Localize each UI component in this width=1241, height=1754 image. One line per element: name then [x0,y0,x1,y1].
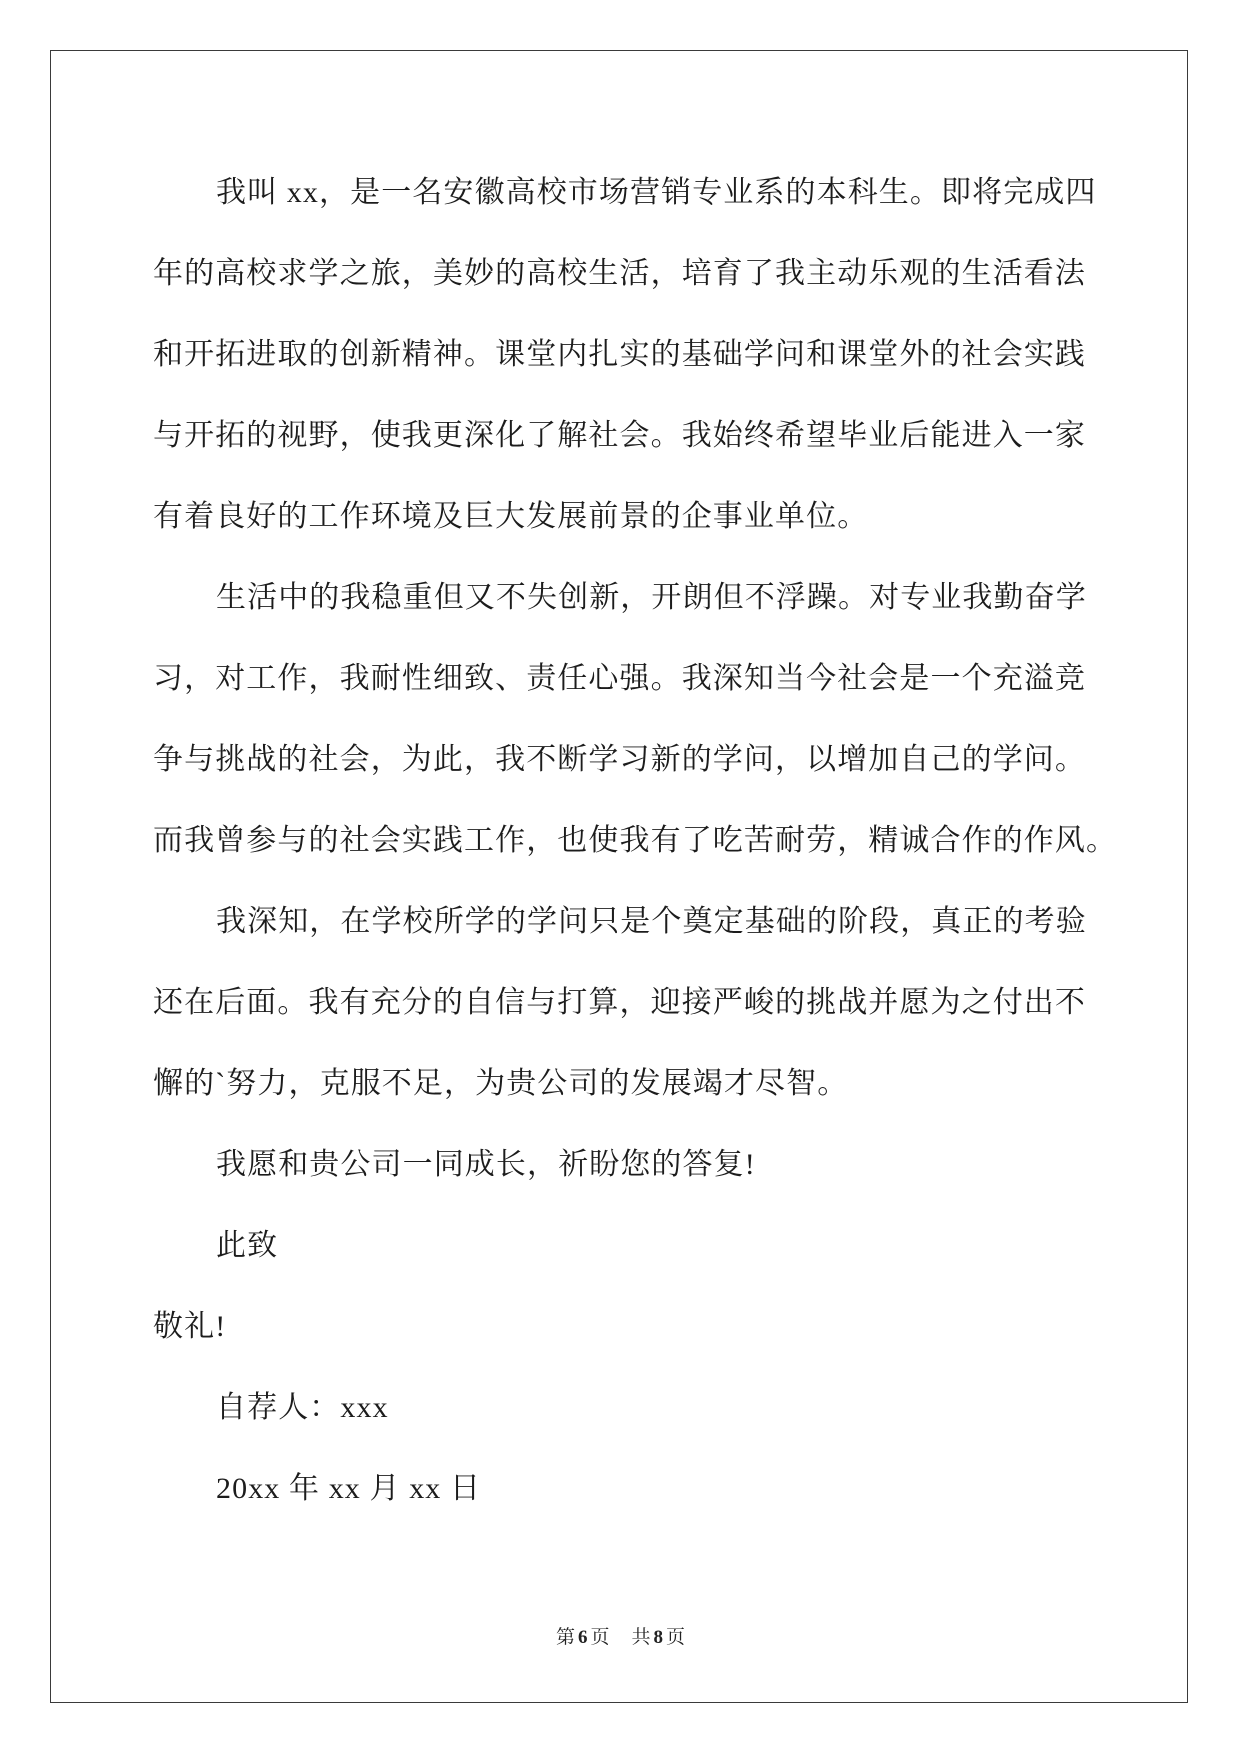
text-line: 有着良好的工作环境及巨大发展前景的企事业单位。 [153,500,869,533]
text-line: 懈的`努力，克服不足，为贵公司的发展竭才尽智。 [153,1067,849,1100]
paragraph-wish [153,1124,1143,1205]
salutation: 敬礼! [153,1310,227,1343]
total-prefix: 共 [631,1627,651,1648]
text-line: 与开拓的视野，使我更深化了解社会。我始终希望毕业后能进入一家 [153,419,1086,452]
letter-date: 20xx 年 xx 月 xx 日 [216,1472,482,1505]
text-line: 争与挑战的社会，为此，我不断学习新的学问，以增加自己的学问。 [153,743,1086,776]
text-line: 我深知，在学校所学的学问只是个奠定基础的阶段，真正的考验 [216,905,1087,938]
text-line: 还在后面。我有充分的自信与打算，迎接严峻的挑战并愿为之付出不 [153,986,1086,1019]
paragraph-commitment [153,881,1143,1124]
text-line: 和开拓进取的创新精神。课堂内扎实的基础学问和课堂外的社会实践 [153,338,1086,371]
page-prefix: 第 [555,1627,575,1648]
current-page-number: 6 [577,1627,588,1648]
paragraph-personality [153,557,1143,881]
total-page-count: 8 [653,1627,664,1648]
text-line: 我愿和贵公司一同成长，祈盼您的答复! [216,1148,756,1181]
text-line: 而我曾参与的社会实践工作，也使我有了吃苦耐劳，精诚合作的作风。 [153,824,1118,857]
page-footer [0,1624,1241,1652]
page-suffix: 页 [590,1627,610,1648]
text-line: 我叫 xx，是一名安徽高校市场营销专业系的本科生。即将完成四 [216,176,1097,209]
text-line: 习，对工作，我耐性细致、责任心强。我深知当今社会是一个充溢竞 [153,662,1086,695]
text-line: 年的高校求学之旅，美妙的高校生活，培育了我主动乐观的生活看法 [153,257,1086,290]
letter-body [153,152,1143,1529]
paragraph-introduction [153,152,1143,557]
signature: 自荐人：xxx [216,1391,389,1424]
text-line: 生活中的我稳重但又不失创新，开朗但不浮躁。对专业我勤奋学 [216,581,1087,614]
closing-phrase: 此致 [216,1229,279,1262]
total-suffix: 页 [666,1627,686,1648]
